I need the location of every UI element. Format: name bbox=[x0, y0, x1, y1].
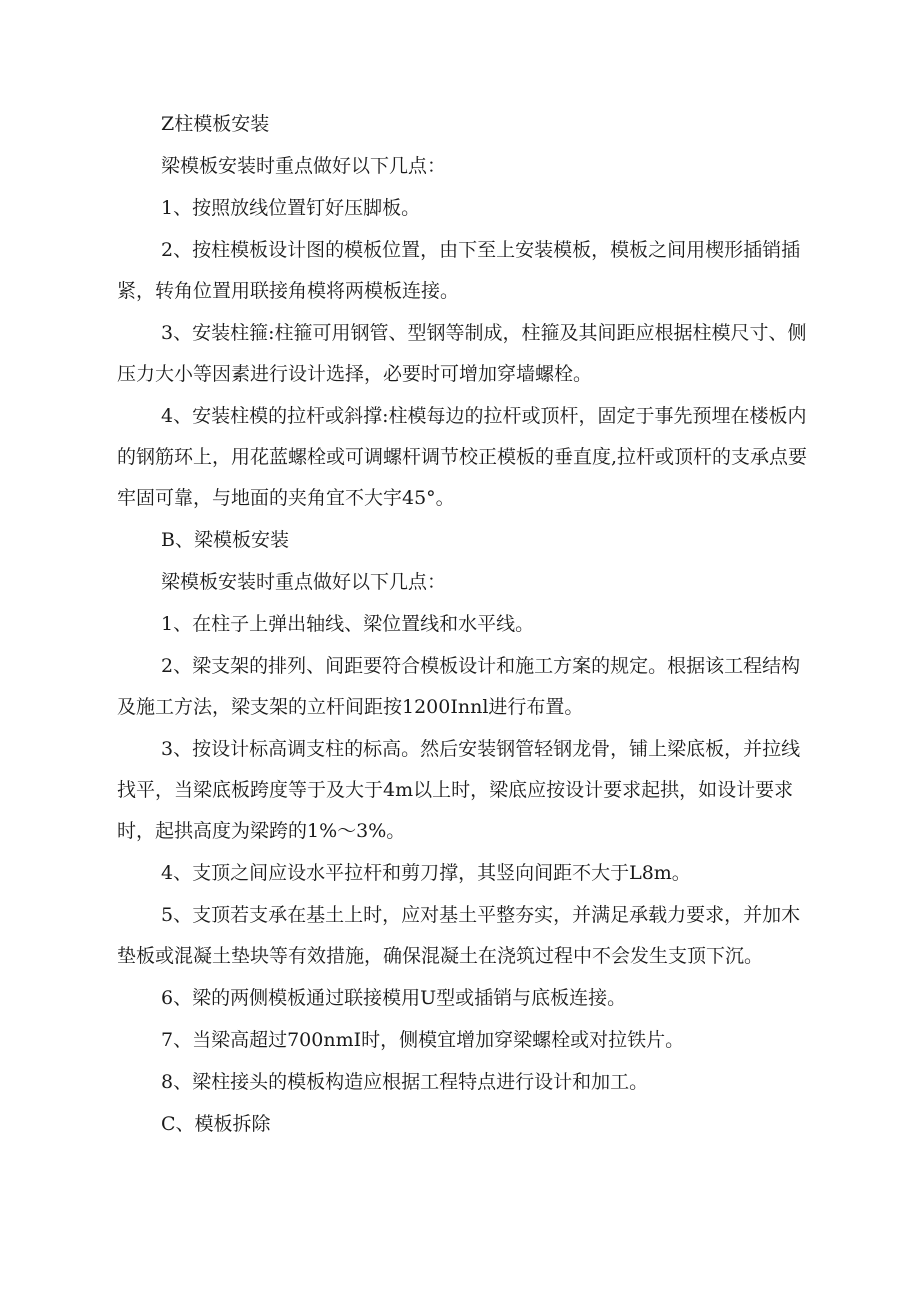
document-body bbox=[117, 104, 817, 1146]
section-intro: 梁模板安装时重点做好以下几点： bbox=[161, 155, 447, 177]
list-item: 1、按照放线位置钉好压脚板。 bbox=[161, 197, 421, 219]
list-item: 3、按设计标高调支柱的标高。然后安装钢管轻钢龙骨，铺上梁底板，并拉线找平，当梁底板跨度等于及大于4m以上时，梁底应按设计要求起拱，如设计要求时，起拱高度为梁跨的1%～3%。 bbox=[117, 738, 801, 842]
list-item: 2、梁支架的排列、间距要符合模板设计和施工方案的规定。根据该工程结构及施工方法，梁支架的立杆间距按1200Innl进行布置。 bbox=[117, 655, 801, 718]
section-heading-beam-formwork: B、梁模板安装 bbox=[161, 529, 289, 551]
list-item: 5、支顶若支承在基土上时，应对基土平整夯实，并满足承载力要求，并加木垫板或混凝土垫块等有效措施，确保混凝土在浇筑过程中不会发生支顶下沉。 bbox=[117, 904, 801, 967]
section-heading-column-formwork: Z柱模板安装 bbox=[161, 113, 270, 135]
list-item: 4、支顶之间应设水平拉杆和剪刀撑，其竖向间距不大于L8m。 bbox=[161, 862, 691, 884]
list-item: 7、当梁高超过700nmI时，侧模宜增加穿梁螺栓或对拉铁片。 bbox=[161, 1029, 685, 1051]
list-item: 2、按柱模板设计图的模板位置，由下至上安装模板，模板之间用楔形插销插紧，转角位置用联接角模将两模板连接。 bbox=[117, 239, 801, 302]
list-item: 4、安装柱模的拉杆或斜撑:柱模每边的拉杆或顶杆，固定于事先预埋在楼板内的钢筋环上，用花蓝螺栓或可调螺杆调节校正模板的垂直度,拉杆或顶杆的支承点要牢固可靠，与地面的夹角宜不大宇45°。 bbox=[117, 405, 808, 509]
list-item: 6、梁的两侧模板通过联接模用U型或插销与底板连接。 bbox=[161, 987, 627, 1009]
section-heading-formwork-removal: C、模板拆除 bbox=[161, 1113, 271, 1135]
section-intro: 梁模板安装时重点做好以下几点： bbox=[161, 571, 447, 593]
list-item: 3、安装柱箍:柱箍可用钢管、型钢等制成，柱箍及其间距应根据柱模尺寸、侧压力大小等因素进行设计选择，必要时可增加穿墙螺栓。 bbox=[117, 322, 807, 385]
list-item: 1、在柱子上弹出轴线、梁位置线和水平线。 bbox=[161, 613, 535, 635]
list-item: 8、梁柱接头的模板构造应根据工程特点进行设计和加工。 bbox=[161, 1071, 649, 1093]
